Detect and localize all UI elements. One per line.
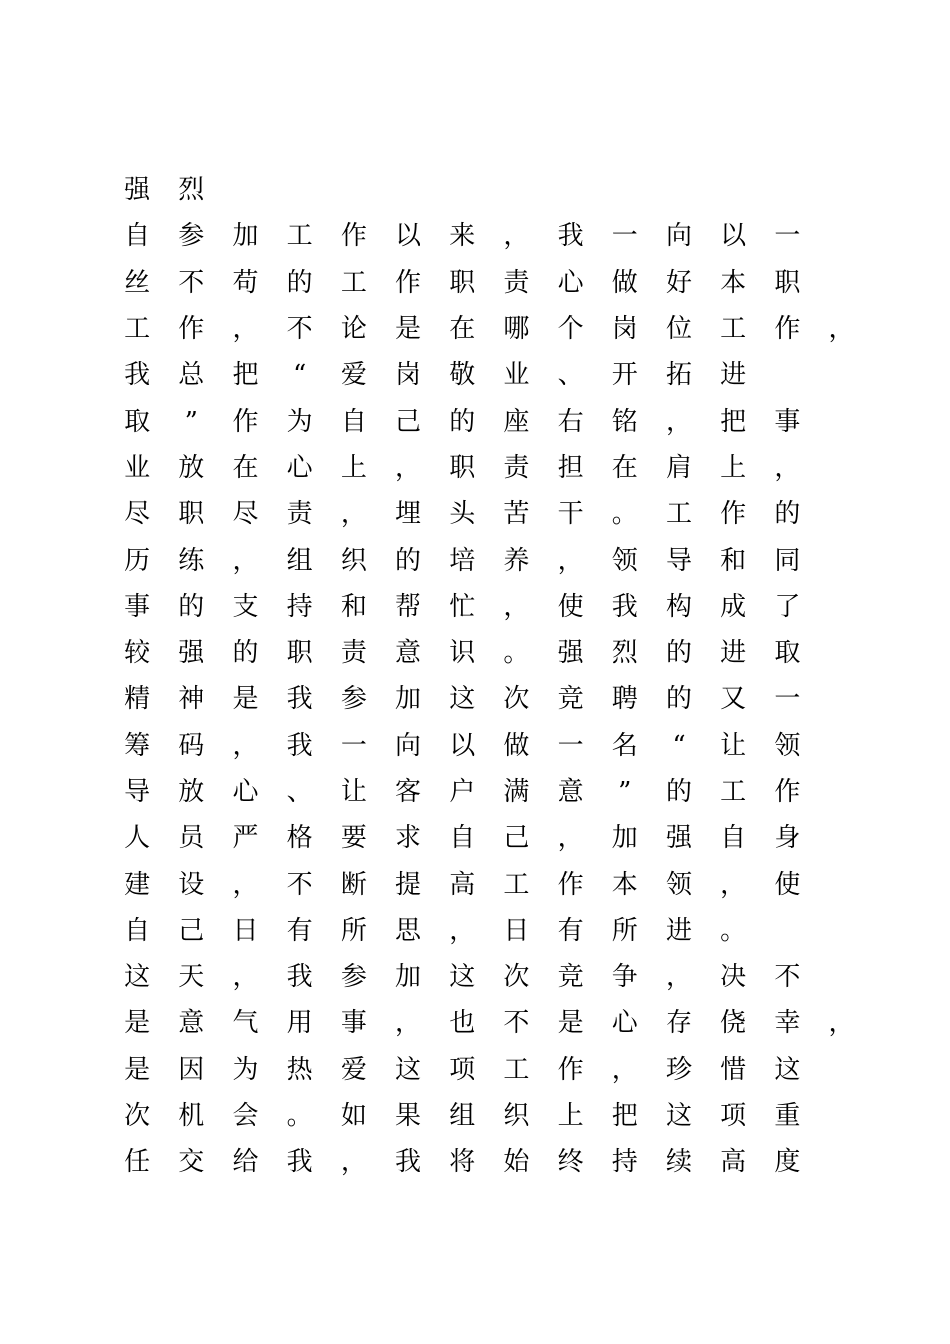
text-line: 取 ” 作 为 自 己 的 座 右 铭 ， 把 事 bbox=[124, 406, 801, 437]
text-line: 筹 码 ， 我 一 向 以 做 一 名 “ 让 领 bbox=[124, 730, 801, 761]
text-line: 是 意 气 用 事 ， 也 不 是 心 存 侥 幸 ， bbox=[124, 1008, 855, 1039]
text-line: 工 作 ， 不 论 是 在 哪 个 岗 位 工 作 ， bbox=[124, 314, 855, 345]
text-line: 事 的 支 持 和 帮 忙 ， 使 我 构 成 了 bbox=[124, 591, 801, 622]
text-line: 较 强 的 职 责 意 识 。 强 烈 的 进 取 bbox=[124, 638, 801, 669]
text-line: 自 参 加 工 作 以 来 ， 我 一 向 以 一 bbox=[124, 221, 801, 252]
text-line: 导 放 心 、 让 客 户 满 意 ” 的 工 作 bbox=[124, 777, 801, 807]
text-line: 丝 不 苟 的 工 作 职 责 心 做 好 本 职 bbox=[124, 267, 801, 298]
text-line: 我 总 把 “ 爱 岗 敬 业 、 开 拓 进 bbox=[124, 360, 747, 391]
text-line: 任 交 给 我 ， 我 将 始 终 持 续 高 度 bbox=[124, 1147, 801, 1178]
text-line: 人 员 严 格 要 求 自 己 ， 加 强 自 身 bbox=[124, 823, 801, 854]
text-line: 这 天 ， 我 参 加 这 次 竞 争 ， 决 不 bbox=[124, 962, 801, 993]
body-text bbox=[110, 167, 870, 1186]
text-line: 强 烈 bbox=[124, 175, 205, 206]
text-line: 历 练 ， 组 织 的 培 养 ， 领 导 和 同 bbox=[124, 545, 801, 576]
text-line: 次 机 会 。 如 果 组 织 上 把 这 项 重 bbox=[124, 1101, 801, 1132]
text-line: 是 因 为 热 爱 这 项 工 作 ， 珍 惜 这 bbox=[124, 1054, 801, 1085]
text-line: 业 放 在 心 上 ， 职 责 担 在 肩 上 ， bbox=[124, 452, 801, 483]
text-line: 自 己 日 有 所 思 ， 日 有 所 进 。 bbox=[124, 915, 747, 946]
text-line: 精 神 是 我 参 加 这 次 竞 聘 的 又 一 bbox=[124, 684, 801, 715]
text-line: 建 设 ， 不 断 提 高 工 作 本 领 ， 使 bbox=[124, 869, 801, 900]
text-line: 尽 职 尽 责 ， 埋 头 苦 干 。 工 作 的 bbox=[124, 499, 801, 530]
